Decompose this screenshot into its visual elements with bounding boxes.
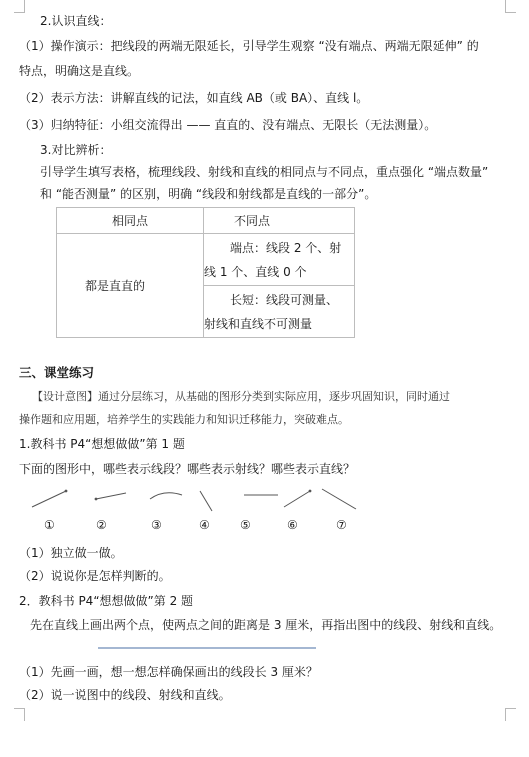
- paragraph-demo-line1: （1）操作演示：把线段的两端无限延长，引导学生观察 “没有端点、两端无限延伸” 的: [19, 39, 479, 53]
- table-header-diff-text: 不同点: [234, 213, 271, 228]
- corner-mark-bottom-right: [505, 708, 516, 721]
- table-header-same: [57, 208, 204, 234]
- section-heading-recognize-line: 2.认识直线：: [40, 14, 112, 28]
- straight-line-figure: [98, 645, 318, 651]
- table-header-same-text: 相同点: [111, 213, 148, 228]
- paragraph-compare-line1: 引导学生填写表格，梳理线段、射线和直线的相同点与不同点，重点强化 “端点数量”: [40, 165, 489, 179]
- figure-6-endpoint: [309, 490, 312, 493]
- table-endpoints-line2: 线 1 个、直线 0 个: [204, 264, 307, 279]
- paragraph-compare-line2: 和 “能否测量” 的区别，明确 “线段和射线都是直线的一部分”。: [40, 187, 377, 201]
- table-header-diff: [204, 208, 355, 234]
- question2-sub2: （2）说一说图中的线段、射线和直线。: [19, 688, 231, 702]
- table-length-line2: 射线和直线不可测量: [204, 316, 313, 331]
- paragraph-notation: （2）表示方法：讲解直线的记法，如直线 AB（或 BA）、直线 l。: [19, 91, 369, 105]
- question2-sub1: （1）先画一画，想一想怎样确保画出的线段长 3 厘米？: [19, 665, 318, 679]
- paragraph-demo-line2: 特点，明确这是直线。: [19, 64, 140, 78]
- question1-title: 1.教科书 P4“想想做做”第 1 题: [19, 437, 185, 451]
- figure-label-5: ⑤: [240, 518, 251, 532]
- section-heading-compare: 3.对比辨析：: [40, 143, 112, 157]
- figure-1-line: [32, 491, 66, 507]
- figure-label-4: ④: [199, 518, 210, 532]
- design-intent-line1: 【设计意图】通过分层练习，从基础的图形分类到实际应用，逐步巩固知识，同时通过: [32, 390, 450, 403]
- figure-4-line: [200, 491, 212, 511]
- corner-mark-top-right: [505, 0, 516, 13]
- design-intent-line2: 操作题和应用题，培养学生的实践能力和知识迁移能力，突破难点。: [19, 413, 349, 426]
- table-length-line1: 长短：线段可测量、: [230, 292, 339, 307]
- corner-mark-top-left: [14, 0, 25, 13]
- figure-label-7: ⑦: [336, 518, 347, 532]
- question2-prompt: 先在直线上画出两个点，使两点之间的距离是 3 厘米，再指出图中的线段、射线和直线。: [30, 618, 502, 632]
- figure-1-endpoint: [65, 490, 68, 493]
- table-cell-length: [204, 286, 355, 338]
- section-heading-practice: 三、课堂练习: [19, 365, 95, 380]
- figure-2-endpoint: [95, 498, 98, 501]
- comparison-table: [56, 207, 355, 338]
- figure-2-line: [96, 493, 126, 499]
- corner-mark-bottom-left: [14, 708, 25, 721]
- table-cell-endpoints: [204, 234, 355, 286]
- figure-label-6: ⑥: [287, 518, 298, 532]
- line-figures: [30, 485, 370, 513]
- figure-label-3: ③: [151, 518, 162, 532]
- table-cell-same-value: [57, 234, 204, 338]
- question1-sub1: （1）独立做一做。: [19, 546, 123, 560]
- paragraph-summary: （3）归纳特征：小组交流得出 —— 直直的、没有端点、无限长（无法测量）。: [19, 118, 437, 132]
- table-same-value-text: 都是直直的: [85, 278, 146, 293]
- figure-7-line: [322, 489, 356, 509]
- figure-label-1: ①: [44, 518, 55, 532]
- figure-label-2: ②: [96, 518, 107, 532]
- question2-title: 2．教科书 P4“想想做做”第 2 题: [19, 594, 194, 608]
- figure-6-line: [284, 491, 310, 507]
- question1-sub2: （2）说说你是怎样判断的。: [19, 569, 171, 583]
- table-endpoints-line1: 端点：线段 2 个、射: [230, 240, 342, 255]
- figure-3-curve: [150, 493, 182, 499]
- question1-prompt: 下面的图形中，哪些表示线段？哪些表示射线？哪些表示直线？: [19, 462, 356, 476]
